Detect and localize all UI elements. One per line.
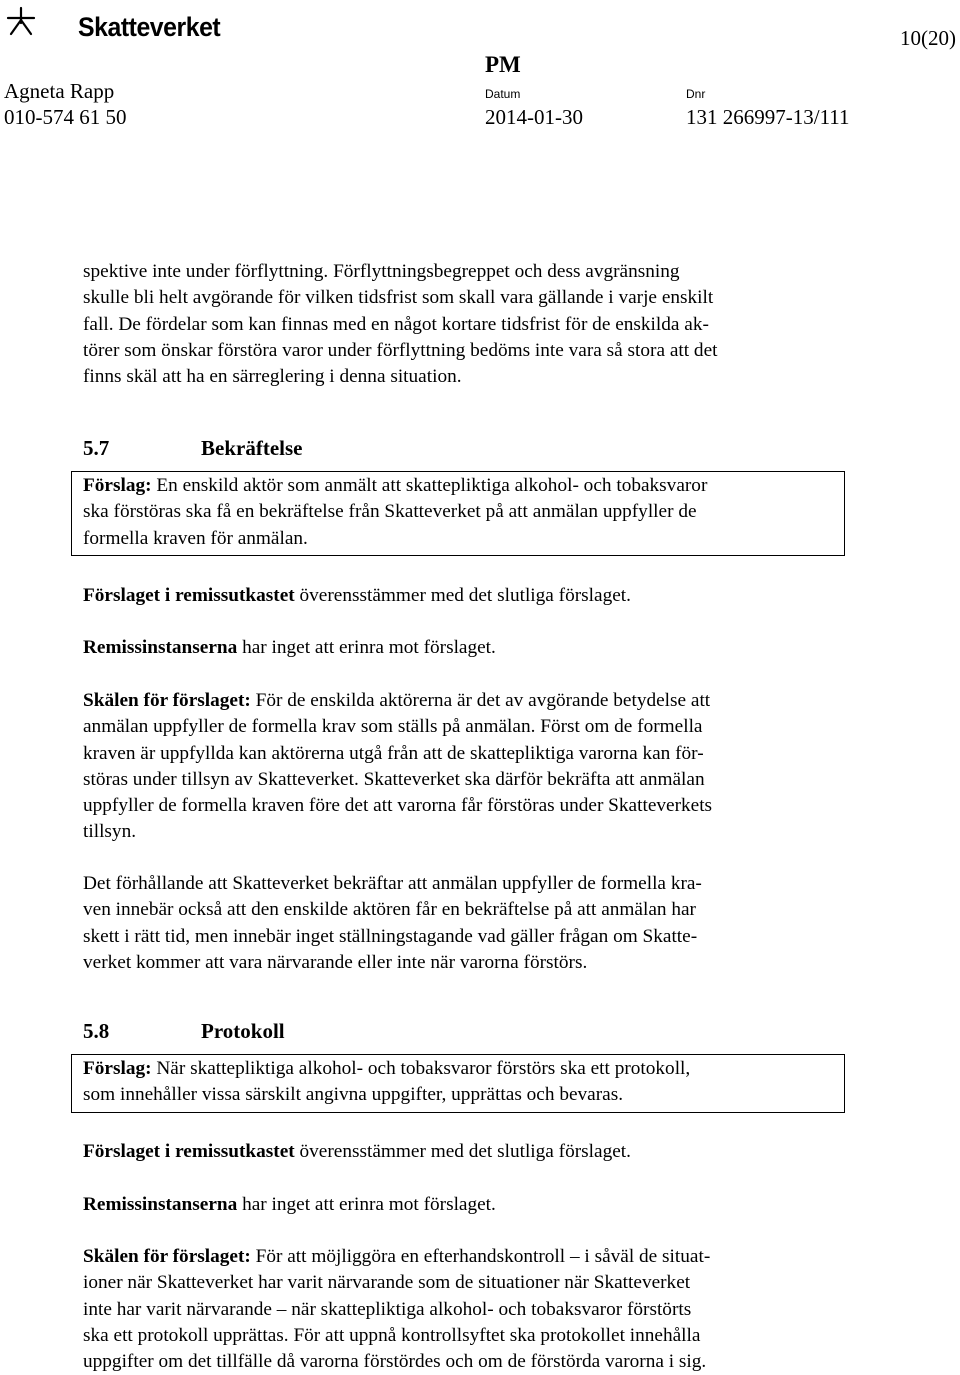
text-line: ska förstöras ska få en bekräftelse från Skatteverket på att anmälan uppfyller de	[83, 501, 697, 523]
instans-text: har inget att erinra mot förslaget.	[237, 1194, 496, 1215]
proposal-text: När skattepliktiga alkohol- och tobaksvaror förstörs ska ett protokoll,	[151, 1058, 691, 1079]
text-line	[83, 1192, 843, 1218]
text-line: ioner när Skatteverket har varit närvarande som de situationer när Skatteverket	[83, 1272, 691, 1294]
text-line	[83, 1244, 843, 1270]
text-line: spektive inte under förflyttning. Förflyttningsbegreppet och dess avgränsning	[83, 261, 680, 282]
proposal-label: Förslag:	[83, 1058, 152, 1079]
text-line: formella kraven för anmälan.	[83, 527, 308, 549]
text-line: finns skäl att ha en särreglering i denna situation.	[83, 366, 462, 388]
dnr-value: 131 266997-13/111	[686, 105, 850, 129]
instans-label: Remissinstanserna	[83, 1194, 238, 1215]
brand-name: Skatteverket	[78, 12, 221, 42]
skalen-text: För att möjliggöra en efterhandskontroll – i såväl de situat-	[250, 1246, 711, 1267]
remiss-paragraph-5-7	[83, 583, 843, 609]
text-line	[83, 473, 844, 499]
remiss-label: Förslaget i remissutkastet	[83, 585, 295, 606]
text-line: uppfyller de formella kraven före det att varorna får förstöras under Skatteverkets	[83, 795, 713, 817]
text-line: kraven är uppfyllda kan aktörerna utgå från att de skattepliktiga varorna kan för-	[83, 742, 704, 764]
instans-paragraph-5-8	[83, 1192, 843, 1218]
text-line: ven innebär också att den enskilde aktören får en bekräftelse på att anmälan har	[83, 899, 696, 921]
skalen-text: För de enskilda aktörerna är det av avgörande betydelse att	[250, 690, 711, 711]
section-number: 5.7	[83, 436, 110, 460]
proposal-box-5-7	[71, 471, 845, 556]
text-line	[83, 1139, 843, 1165]
text-line: fall. De fördelar som kan finnas med en något kortare tidsfrist för de enskilda ak-	[83, 313, 709, 335]
text-line: störas under tillsyn av Skatteverket. Skatteverket ska därför bekräfta att anmälan	[83, 768, 705, 790]
skalen-label: Skälen för förslaget:	[83, 1246, 251, 1267]
text-line: anmälan uppfyller de formella krav som ställs på anmälan. Först om de formella	[83, 716, 703, 738]
text-line	[83, 635, 843, 661]
skalen-paragraph-5-8	[83, 1244, 843, 1375]
section-title: Bekräftelse	[201, 436, 303, 460]
text-line	[83, 583, 843, 609]
paragraph-5-7-second	[83, 871, 843, 976]
proposal-label: Förslag:	[83, 475, 152, 496]
text-line: som innehåller vissa särskilt angivna uppgifter, upprättas och bevaras.	[83, 1084, 624, 1106]
author-name: Agneta Rapp	[4, 79, 115, 103]
intro-paragraph	[83, 259, 843, 390]
asterisk-logo-icon	[6, 6, 36, 36]
remiss-text: överensstämmer med det slutliga förslaget.	[294, 585, 631, 606]
text-line	[83, 1056, 844, 1082]
document-type: PM	[485, 52, 521, 77]
text-line: tillsyn.	[83, 821, 137, 843]
instans-text: har inget att erinra mot förslaget.	[237, 637, 496, 658]
text-line	[83, 688, 843, 714]
proposal-box-5-8	[71, 1054, 845, 1113]
author-phone: 010-574 61 50	[4, 105, 127, 129]
text-line: skulle bli helt avgörande för vilken tidsfrist som skall vara gällande i varje enskilt	[83, 287, 714, 309]
text-line: skett i rätt tid, men innebär inget ställningstagande vad gäller frågan om Skatte-	[83, 925, 698, 947]
text-line: törer som önskar förstöra varor under förflyttning bedöms inte vara så stora att det	[83, 339, 718, 361]
date-value: 2014-01-30	[485, 105, 583, 129]
dnr-label: Dnr	[686, 87, 706, 101]
text-line: verket kommer att vara närvarande eller inte när varorna förstörs.	[83, 951, 588, 973]
text-line: Det förhållande att Skatteverket bekräftar att anmälan uppfyller de formella kra-	[83, 873, 702, 894]
remiss-label: Förslaget i remissutkastet	[83, 1141, 295, 1162]
text-line: inte har varit närvarande – när skattepliktiga alkohol- och tobaksvaror förstörts	[83, 1298, 692, 1320]
section-number: 5.8	[83, 1019, 110, 1043]
remiss-paragraph-5-8	[83, 1139, 843, 1165]
section-heading-5-7	[83, 436, 302, 461]
section-heading-5-8	[83, 1019, 285, 1044]
remiss-text: överensstämmer med det slutliga förslaget.	[294, 1141, 631, 1162]
skalen-paragraph-5-7	[83, 688, 843, 846]
text-line: ska ett protokoll upprättas. För att uppnå kontrollsyftet ska protokollet innehålla	[83, 1324, 701, 1346]
skalen-label: Skälen för förslaget:	[83, 690, 251, 711]
page-number: 10(20)	[900, 26, 956, 50]
text-line: uppgifter om det tillfälle då varorna förstördes och om de förstörda varorna i sig.	[83, 1351, 707, 1373]
instans-paragraph-5-7	[83, 635, 843, 661]
section-title: Protokoll	[201, 1019, 285, 1043]
proposal-text: En enskild aktör som anmält att skattepliktiga alkohol- och tobaksvaror	[151, 475, 708, 496]
date-label: Datum	[485, 87, 521, 101]
instans-label: Remissinstanserna	[83, 637, 238, 658]
